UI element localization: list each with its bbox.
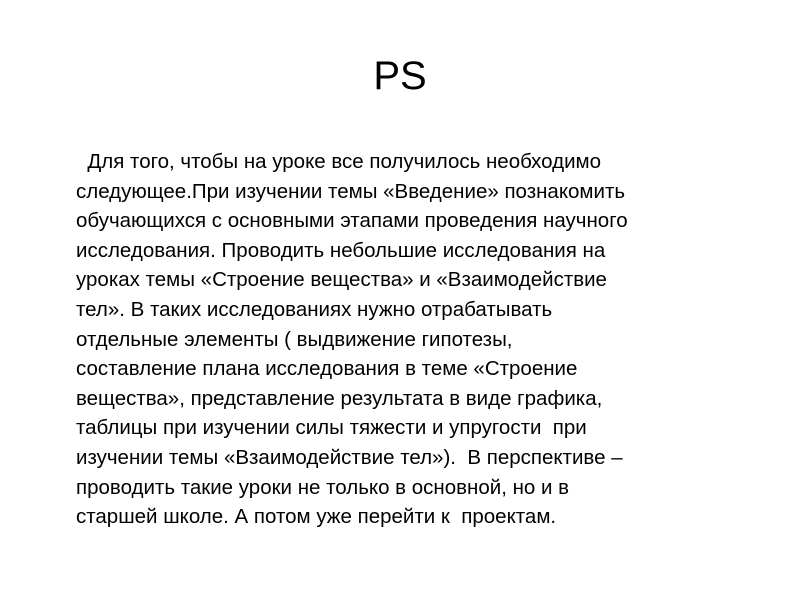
body-line: уроках темы «Строение вещества» и «Взаимодействие (76, 268, 607, 292)
body-line: таблицы при изучении силы тяжести и упругости при (76, 416, 587, 440)
body-line: тел». В таких исследованиях нужно отрабатывать (76, 297, 553, 321)
body-line: проводить такие уроки не только в основной, но и в (76, 475, 570, 499)
body-line: исследования. Проводить небольшие исследования на (76, 238, 606, 262)
body-line: старшей школе. А потом уже перейти к проектам. (76, 505, 557, 529)
body-line: вещества», представление результата в виде графика, (76, 386, 603, 410)
body-line: изучении темы «Взаимодействие тел»). В перспективе – (76, 445, 623, 469)
body-line: Для того, чтобы на уроке все получилось необходимо (76, 150, 602, 173)
slide-title: PS (373, 54, 427, 98)
body-line: обучающихся с основными этапами проведения научного (76, 209, 628, 233)
body-line: следующее.При изучении темы «Введение» познакомить (76, 179, 626, 203)
body-line: отдельные элементы ( выдвижение гипотезы, (76, 327, 513, 351)
body-line: составление плана исследования в теме «Строение (76, 357, 578, 381)
slide-body-text (76, 147, 744, 532)
